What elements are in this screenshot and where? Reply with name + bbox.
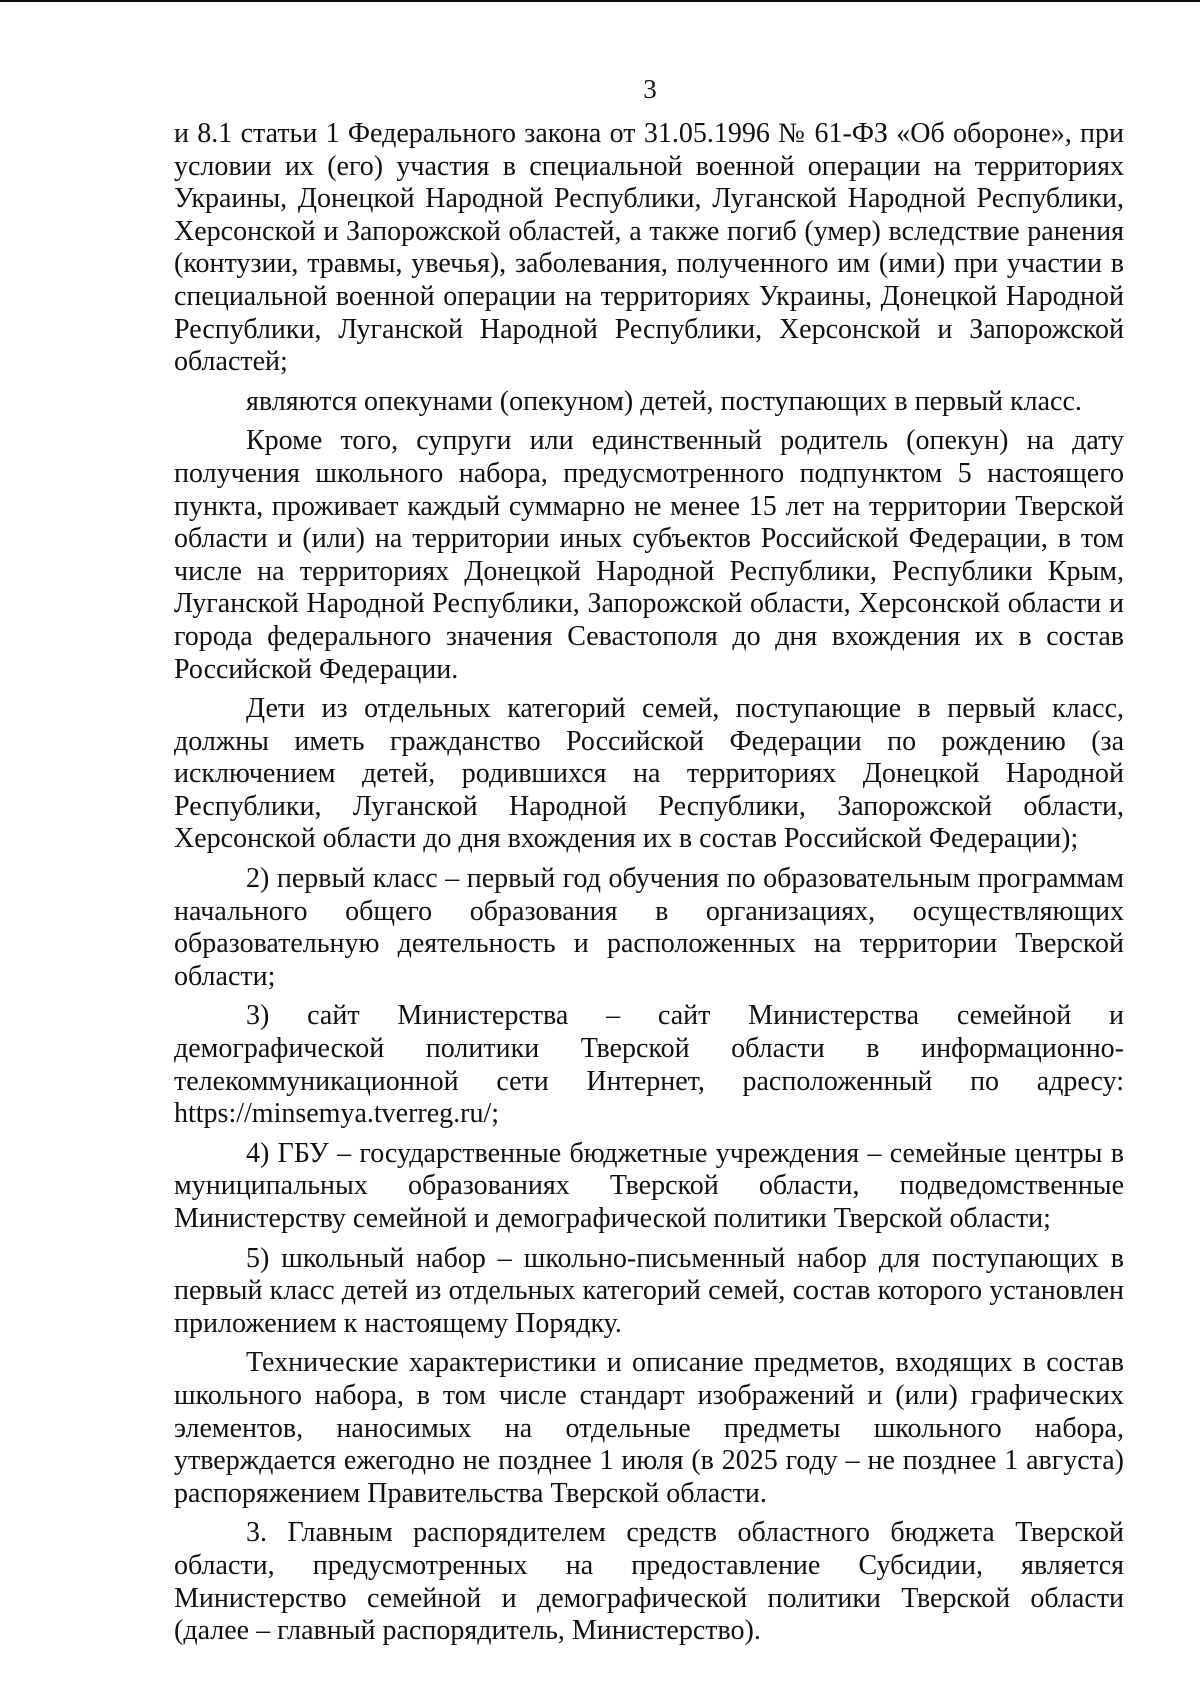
paragraph-continuation: и 8.1 статьи 1 Федерального закона от 31.05.1996 № 61-ФЗ «Об обороне», при условии их (его) участия в специальной военной операции на территориях Украины, Донецкой Народной Республики, Луганской Народной Республики, Херсонской и Запорожской областей, а также погиб (умер) вследствие ранения (контузии, травмы, увечья), заболевания, полученного им (ими) при участии в специальной военной операции на территориях Украины, Донецкой Народной Республики, Луганской Народной Республики, Херсонской и Запорожской областей;: [174, 118, 1124, 378]
definition-ministry-site: 3) сайт Министерства – сайт Министерства семейной и демографической политики Тверской области в информационно-телекоммуникационной сети Интернет, расположенный по адресу: https://minsemya.tverreg.ru/;: [174, 1000, 1124, 1130]
page-number: 3: [643, 74, 657, 104]
paragraph-citizenship-requirement: Дети из отдельных категорий семей, поступающие в первый класс, должны иметь гражданство Российской Федерации по рождению (за исключением детей, родившихся на территориях Донецкой Народной Республики, Луганской Народной Республики, Запорожской области, Херсонской области до дня вхождения их в состав Российской Федерации);: [174, 693, 1124, 855]
paragraph-guardians: являются опекунами (опекуном) детей, поступающих в первый класс.: [246, 385, 1082, 417]
clause-3-main-administrator: 3. Главным распорядителем средств областного бюджета Тверской области, предусмотренных на предоставление Субсидии, является Министерство семейной и демографической политики Тверской области (далее – главный распорядитель, Министерство).: [174, 1517, 1124, 1647]
definition-school-kit: 5) школьный набор – школьно-письменный набор для поступающих в первый класс детей из отдельных категорий семей, состав которого установлен приложением к настоящему Порядку.: [174, 1242, 1124, 1339]
definition-first-class: 2) первый класс – первый год обучения по образовательным программам начального общего образования в организациях, осуществляющих образовательную деятельность и расположенных на территории Тверской области;: [174, 863, 1124, 992]
paragraph-technical-specs: Технические характеристики и описание предметов, входящих в состав школьного набора, в том числе стандарт изображений и (или) графических элементов, наносимых на отдельные предметы школьного набора, утверждается ежегодно не позднее 1 июля (в 2025 году – не позднее 1 августа) распоряжением Правительства Тверской области.: [174, 1347, 1124, 1509]
paragraph-residence-requirement: Кроме того, супруги или единственный родитель (опекун) на дату получения школьного набора, предусмотренного подпунктом 5 настоящего пункта, проживает каждый суммарно не менее 15 лет на территории Тверской области и (или) на территории иных субъектов Российской Федерации, в том числе на территориях Донецкой Народной Республики, Республики Крым, Луганской Народной Республики, Запорожской области, Херсонской области и города федерального значения Севастополя до дня вхождения их в состав Российской Федерации.: [174, 425, 1124, 685]
definition-gbu: 4) ГБУ – государственные бюджетные учреждения – семейные центры в муниципальных образованиях Тверской области, подведомственные Министерству семейной и демографической политики Тверской области;: [174, 1137, 1124, 1234]
document-body: [174, 118, 1124, 1648]
